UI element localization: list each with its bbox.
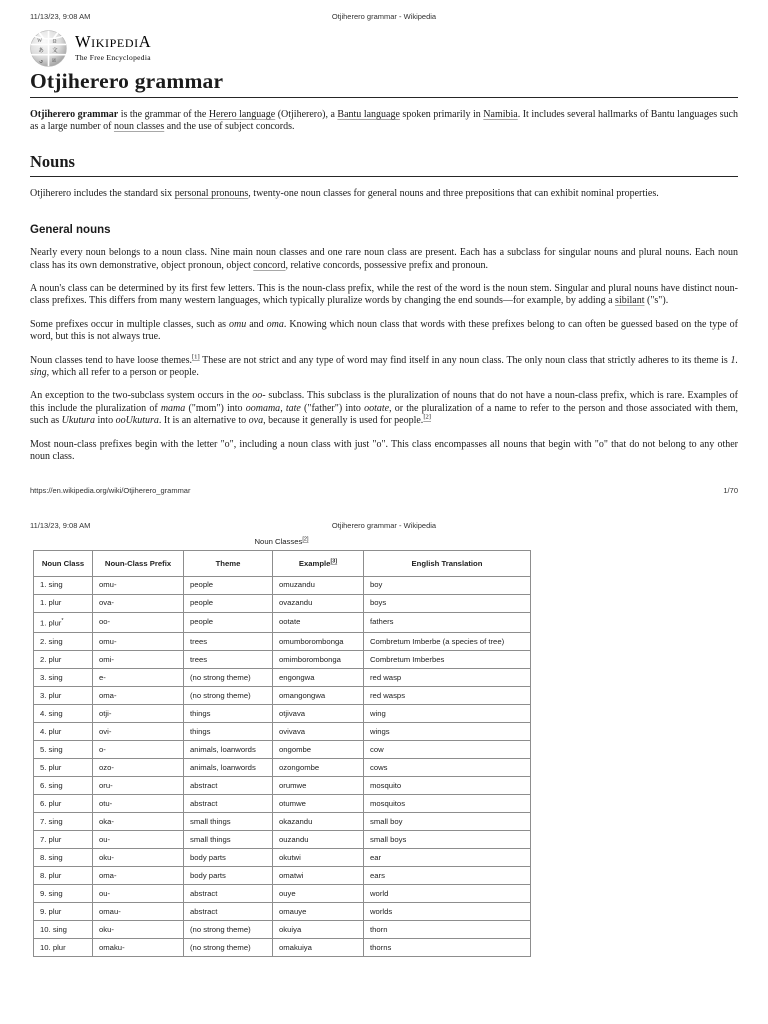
table-row: [34, 777, 531, 795]
table-cell: otji-: [93, 705, 184, 723]
table-row: [34, 687, 531, 705]
noun-classes-table-block: [33, 537, 530, 958]
table-cell: 1. plur*: [34, 612, 93, 633]
table-cell: red wasp: [364, 669, 531, 687]
svg-text:文: 文: [52, 47, 58, 54]
table-row: [34, 594, 531, 612]
table-cell: ou-: [93, 831, 184, 849]
table-header-row: [34, 550, 531, 576]
table-cell: ozo-: [93, 759, 184, 777]
svg-text:あ: あ: [38, 47, 44, 54]
table-cell: people: [184, 594, 273, 612]
table-cell: animals, loanwords: [184, 741, 273, 759]
intro-paragraph: Otjiherero grammar is the grammar of the Herero language (Otjiherero), a Bantu language spoken primarily in Namibia. It includes several hallmarks of Bantu languages such as a large number of noun classes and the use of subject concords.: [30, 109, 739, 133]
wiki-link[interactable]: sibilant: [615, 295, 645, 307]
table-cell: 2. plur: [34, 651, 93, 669]
wikipedia-logo: [30, 29, 738, 67]
table-cell: oma-: [93, 687, 184, 705]
table-cell: omangongwa: [273, 687, 364, 705]
table-row: [34, 831, 531, 849]
table-cell: abstract: [184, 795, 273, 813]
table-cell: red wasps: [364, 687, 531, 705]
table-cell: 4. sing: [34, 705, 93, 723]
table-row: [34, 741, 531, 759]
printed-page-1: [30, 12, 738, 495]
table-caption: Noun Classes[2]: [254, 535, 309, 546]
column-header: Noun Class: [34, 550, 93, 576]
table-cell: 3. sing: [34, 669, 93, 687]
table-cell: ovi-: [93, 723, 184, 741]
table-row: [34, 903, 531, 921]
print-date: 11/13/23, 9:08 AM: [30, 520, 91, 530]
table-cell: (no strong theme): [184, 687, 273, 705]
table-cell: oku-: [93, 849, 184, 867]
table-cell: (no strong theme): [184, 921, 273, 939]
table-cell: omumborombonga: [273, 633, 364, 651]
svg-text:W: W: [37, 37, 43, 44]
table-cell: cow: [364, 741, 531, 759]
table-cell: 6. sing: [34, 777, 93, 795]
table-cell: mosquito: [364, 777, 531, 795]
table-cell: omau-: [93, 903, 184, 921]
table-cell: trees: [184, 651, 273, 669]
wikipedia-globe-icon: [30, 30, 67, 67]
table-cell: ou-: [93, 885, 184, 903]
paragraph: Noun classes tend to have loose themes.[1] These are not strict and any type of word may find itself in any noun class. The only noun class that strictly adheres to its theme is 1. sing, which all refer to a person or people.: [30, 353, 738, 379]
table-cell: cows: [364, 759, 531, 777]
table-cell: otumwe: [273, 795, 364, 813]
svg-text:И: И: [52, 57, 56, 64]
table-cell: 6. plur: [34, 795, 93, 813]
paragraph: Some prefixes occur in multiple classes, such as omu and oma. Knowing which noun class that words with these prefixes belong to can often be guessed based on the type of word, but this is not always true.: [30, 318, 738, 343]
table-cell: okutwi: [273, 849, 364, 867]
table-row: [34, 813, 531, 831]
print-doc-title: Otjiherero grammar - Wikipedia: [331, 520, 437, 530]
wiki-link[interactable]: noun classes: [113, 121, 165, 133]
table-cell: e-: [93, 669, 184, 687]
column-header: Noun-Class Prefix: [93, 550, 184, 576]
table-cell: people: [184, 612, 273, 633]
wiki-link[interactable]: Bantu language: [337, 109, 400, 120]
table-cell: small things: [184, 831, 273, 849]
table-row: [34, 723, 531, 741]
table-cell: ovivava: [273, 723, 364, 741]
wiki-link[interactable]: concord: [253, 259, 286, 271]
table-cell: things: [184, 705, 273, 723]
table-cell: small boy: [364, 813, 531, 831]
column-header: Example[3]: [273, 550, 364, 576]
table-cell: Combretum Imberbes: [364, 651, 531, 669]
table-cell: ootate: [273, 612, 364, 633]
table-cell: orumwe: [273, 777, 364, 795]
table-row: [34, 705, 531, 723]
wiki-link[interactable]: personal pronouns: [174, 187, 249, 199]
table-cell: boys: [364, 594, 531, 612]
table-cell: ozongombe: [273, 759, 364, 777]
table-cell: 4. plur: [34, 723, 93, 741]
print-footer: [30, 486, 738, 495]
paragraph: Most noun-class prefixes begin with the letter "o", including a noun class with just "o". This class encompasses all nouns that begin with "o" that do not belong to any other noun class.: [30, 438, 738, 463]
table-row: [34, 867, 531, 885]
table-cell: 7. plur: [34, 831, 93, 849]
noun-classes-table: [33, 550, 531, 958]
table-cell: wing: [364, 705, 531, 723]
table-cell: (no strong theme): [184, 939, 273, 957]
paragraph: Nearly every noun belongs to a noun class. Nine main noun classes and one rare noun class are present. Each has a subclass for singular nouns and plural nouns. Each noun class has its own demonstrative, object pronoun, object concord, relative concords, possessive prefix and pronoun.: [30, 247, 738, 271]
reference-link[interactable]: [2]: [423, 413, 432, 421]
table-row: [34, 651, 531, 669]
wikipedia-wordmark-block: [75, 34, 151, 62]
table-row: [34, 759, 531, 777]
paragraph: A noun's class can be determined by its first few letters. This is the noun-class prefix, while the rest of the word is the noun stem. Singular and plural nouns have distinct noun-class prefixes. This differs from many western languages, which typically pluralize words by changing the end sounds—for example, by adding a sibilant ("s").: [30, 283, 738, 307]
table-cell: 9. plur: [34, 903, 93, 921]
table-cell: 1. sing: [34, 576, 93, 594]
print-url: https://en.wikipedia.org/wiki/Otjiherero_grammar: [30, 485, 191, 495]
table-cell: ears: [364, 867, 531, 885]
print-header: [30, 12, 738, 21]
svg-text:ي: ي: [39, 57, 44, 64]
table-cell: 8. sing: [34, 849, 93, 867]
table-row: [34, 669, 531, 687]
table-cell: 2. sing: [34, 633, 93, 651]
wikipedia-wordmark: WikipediA: [75, 32, 152, 52]
table-cell: boy: [364, 576, 531, 594]
svg-text:Ω: Ω: [52, 37, 57, 44]
table-cell: 1. plur: [34, 594, 93, 612]
table-cell: oma-: [93, 867, 184, 885]
table-cell: mosquitos: [364, 795, 531, 813]
table-cell: omu-: [93, 576, 184, 594]
table-cell: small boys: [364, 831, 531, 849]
table-cell: 5. plur: [34, 759, 93, 777]
table-cell: worlds: [364, 903, 531, 921]
paragraph: An exception to the two-subclass system occurs in the oo- subclass. This subclass is the pluralization of nouns that do not have a noun-class prefix, which is rare. Examples of this include the pluralization of mama ("mom") into oomama, tate ("father") into ootate, or the pluralization of a name to refer to the person and those associated with them, such as Ukutura into ooUkutura. It is an alternative to ova, because it generally is used for people.[2]: [30, 390, 739, 427]
table-cell: wings: [364, 723, 531, 741]
table-cell: animals, loanwords: [184, 759, 273, 777]
table-row: [34, 921, 531, 939]
print-page-number: 1/70: [723, 485, 738, 495]
table-cell: omimborombonga: [273, 651, 364, 669]
nouns-intro-paragraph: Otjiherero includes the standard six personal pronouns, twenty-one noun classes for general nouns and three prepositions that can exhibit nominal properties.: [30, 187, 659, 199]
print-doc-title: Otjiherero grammar - Wikipedia: [331, 12, 437, 21]
page-title: Otjiherero grammar: [30, 69, 738, 98]
table-cell: (no strong theme): [184, 669, 273, 687]
table-cell: body parts: [184, 849, 273, 867]
reference-link[interactable]: [1]: [191, 353, 200, 361]
table-cell: 3. plur: [34, 687, 93, 705]
table-cell: omuzandu: [273, 576, 364, 594]
table-cell: ova-: [93, 594, 184, 612]
table-cell: world: [364, 885, 531, 903]
table-row: [34, 576, 531, 594]
table-cell: 8. plur: [34, 867, 93, 885]
table-cell: thorns: [364, 939, 531, 957]
reference-link[interactable]: [2]: [302, 535, 309, 542]
print-header: [30, 521, 738, 530]
column-header: English Translation: [364, 550, 531, 576]
table-cell: o-: [93, 741, 184, 759]
table-cell: otu-: [93, 795, 184, 813]
table-cell: people: [184, 576, 273, 594]
table-cell: fathers: [364, 612, 531, 633]
column-header: Theme: [184, 550, 273, 576]
section-heading-nouns: Nouns: [30, 152, 738, 177]
table-cell: Combretum Imberbe (a species of tree): [364, 633, 531, 651]
table-row: [34, 795, 531, 813]
table-cell: ouye: [273, 885, 364, 903]
table-cell: 7. sing: [34, 813, 93, 831]
table-cell: 10. plur: [34, 939, 93, 957]
wiki-link[interactable]: Herero language: [208, 109, 276, 120]
subsection-heading-general-nouns: General nouns: [30, 224, 111, 237]
table-row: [34, 939, 531, 957]
table-cell: otjivava: [273, 705, 364, 723]
table-cell: omu-: [93, 633, 184, 651]
table-cell: 5. sing: [34, 741, 93, 759]
table-cell: oo-: [93, 612, 184, 633]
table-row: [34, 885, 531, 903]
table-cell: ovazandu: [273, 594, 364, 612]
reference-link[interactable]: [3]: [330, 557, 338, 564]
table-cell: oru-: [93, 777, 184, 795]
wikipedia-tagline: The Free Encyclopedia: [75, 52, 151, 62]
table-row: [34, 633, 531, 651]
table-row: [34, 849, 531, 867]
table-cell: 9. sing: [34, 885, 93, 903]
table-cell: okazandu: [273, 813, 364, 831]
table-cell: small things: [184, 813, 273, 831]
print-date: 11/13/23, 9:08 AM: [30, 12, 91, 21]
table-cell: omakuiya: [273, 939, 364, 957]
printed-page-2: [30, 521, 738, 958]
table-cell: oka-: [93, 813, 184, 831]
table-cell: things: [184, 723, 273, 741]
table-cell: omauye: [273, 903, 364, 921]
table-cell: omaku-: [93, 939, 184, 957]
table-cell: thorn: [364, 921, 531, 939]
table-cell: 10. sing: [34, 921, 93, 939]
table-cell: abstract: [184, 777, 273, 795]
table-cell: abstract: [184, 885, 273, 903]
table-cell: engongwa: [273, 669, 364, 687]
table-cell: ongombe: [273, 741, 364, 759]
wiki-link[interactable]: Namibia: [483, 109, 518, 120]
table-cell: oku-: [93, 921, 184, 939]
table-cell: ear: [364, 849, 531, 867]
table-cell: abstract: [184, 903, 273, 921]
table-cell: okuiya: [273, 921, 364, 939]
table-cell: omatwi: [273, 867, 364, 885]
table-row: [34, 612, 531, 633]
table-cell: trees: [184, 633, 273, 651]
table-cell: body parts: [184, 867, 273, 885]
table-cell: ouzandu: [273, 831, 364, 849]
table-cell: omi-: [93, 651, 184, 669]
